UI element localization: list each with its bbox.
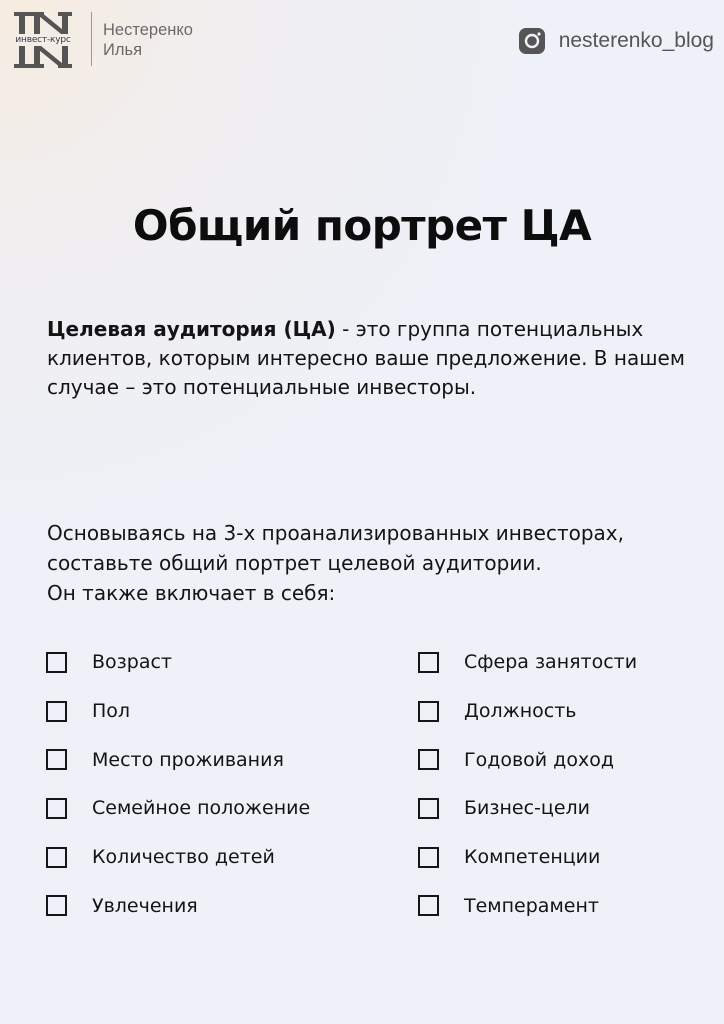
logo-subtitle: инвест-курс <box>13 35 73 45</box>
checkbox[interactable] <box>418 749 439 770</box>
checklist-left <box>46 638 310 930</box>
checkbox[interactable] <box>418 895 439 916</box>
checklist-label: Семейное положение <box>92 797 311 820</box>
checklist-label: Темперамент <box>464 894 599 917</box>
header <box>12 8 714 72</box>
checkbox[interactable] <box>46 749 67 770</box>
checklist-item[interactable] <box>418 735 637 784</box>
checklist-item[interactable] <box>418 784 637 833</box>
intro-paragraph <box>47 518 697 608</box>
checkbox[interactable] <box>46 847 67 868</box>
checkbox[interactable] <box>418 701 439 722</box>
checklist-item[interactable] <box>46 687 310 736</box>
definition-term: Целевая аудитория (ЦА) <box>47 317 336 341</box>
checkbox[interactable] <box>46 652 67 673</box>
definition-text: - это группа потенциальных клиентов, которым интересно ваше предложение. В нашем случае – это потенциальные инвесторы. <box>47 317 685 399</box>
brand-name: Нестеренко Илья <box>103 21 193 59</box>
checklist-label: Годовой доход <box>464 748 614 771</box>
intro-line: Основываясь на 3-х проанализированных инвесторах, <box>47 521 624 545</box>
checkbox[interactable] <box>46 701 67 722</box>
checklist-item[interactable] <box>46 833 310 882</box>
instagram-handle: nesterenko_blog <box>558 29 714 52</box>
checklist-item[interactable] <box>46 735 310 784</box>
checklist-item[interactable] <box>46 784 310 833</box>
checklist-item[interactable] <box>418 833 637 882</box>
checklist-label: Бизнес-цели <box>464 797 591 820</box>
checklist-label: Должность <box>464 700 577 723</box>
checklist-label: Возраст <box>92 651 172 674</box>
intro-line: Он также включает в себя: <box>47 581 336 605</box>
checkbox[interactable] <box>46 798 67 819</box>
page-title: Общий портрет ЦА <box>132 201 592 250</box>
checklist-item[interactable] <box>418 881 637 930</box>
checklist-label: Сфера занятости <box>464 651 638 674</box>
checklist-label: Пол <box>92 700 131 723</box>
checklist-label: Увлечения <box>92 894 198 917</box>
checklist-right <box>418 638 637 930</box>
definition-paragraph <box>47 315 697 402</box>
checkbox[interactable] <box>418 798 439 819</box>
checklist-item[interactable] <box>46 881 310 930</box>
checklist-item[interactable] <box>418 687 637 736</box>
checkbox[interactable] <box>418 652 439 673</box>
instagram-link[interactable] <box>519 28 714 54</box>
checklist-label: Количество детей <box>92 846 275 869</box>
checkbox[interactable] <box>418 847 439 868</box>
instagram-icon <box>519 28 545 54</box>
checkbox[interactable] <box>46 895 67 916</box>
checklist-label: Компетенции <box>464 846 601 869</box>
checklist-label: Место проживания <box>92 748 284 771</box>
checklist-item[interactable] <box>46 638 310 687</box>
logo <box>12 10 74 70</box>
checklist-item[interactable] <box>418 638 637 687</box>
intro-line: составьте общий портрет целевой аудитории. <box>47 551 542 575</box>
logo-divider <box>91 12 92 66</box>
